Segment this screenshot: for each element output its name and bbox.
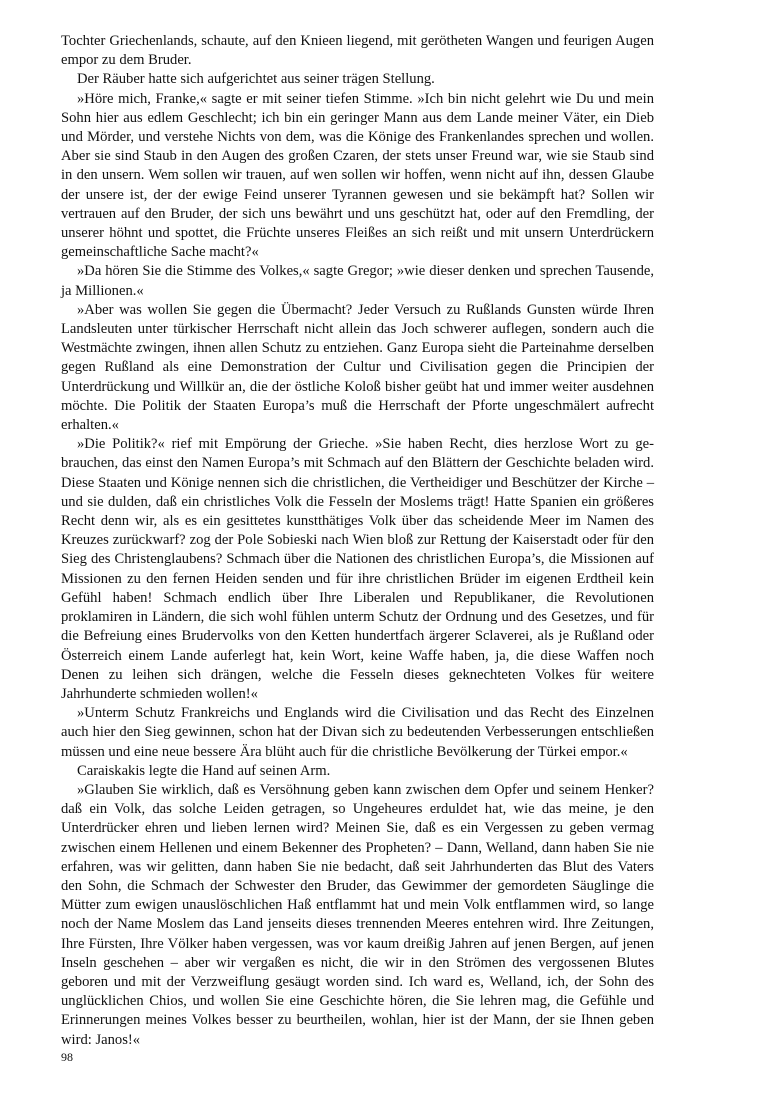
paragraph: »Höre mich, Franke,« sagte er mit seiner tiefen Stimme. »Ich bin nicht gelehrt wie Du und mein Sohn hier aus edlem Geschlecht; ich bin ein geringer Mann aus dem Lande meiner Väter, ein Dieb und Mörder, und verstehe Nichts von dem, was die Könige des Frankenlandes sprechen und wollen. Aber sie sind Staub in den Augen des großen Czaren, der stets unser Freund war, wie sie Staub sind in den unsern. Wem sollen wir trauen, auf wen sollen wir hoffen, wenn nicht auf ihn, dessen Glaube der unsere ist, der der ewige Feind unserer Tyrannen gewesen und sie bekämpft hat? Sollen wir vertrauen auf den Bruder, der sich uns bewährt und uns geschützt hat, oder auf den Fremdling, der unserer höhnt und spottet, die Früchte unseres Fleißes an sich reißt und mit unsern Unterdrückern gemeinschaftliche Sache macht?«	[61, 90, 654, 261]
paragraph: »Unterm Schutz Frankreichs und Englands wird die Civilisation und das Recht des Einzelnen auch hier den Sieg gewinnen, schon hat der Divan sich zu bedeutenden Verbesserungen entschließen müssen und eine neue bessere Ära blüht auch für die christliche Bevölkerung der Türkei empor.«	[61, 705, 654, 760]
paragraph: Tochter Griechenlands, schaute, auf den Knieen liegend, mit gerötheten Wangen und feurigen Augen empor zu dem Bruder.	[61, 33, 654, 69]
page-body	[61, 32, 654, 1050]
paragraph: »Glauben Sie wirklich, daß es Versöhnung geben kann zwischen dem Opfer und seinem Henker? daß ein Volk, das solche Leiden getragen, so Ungeheures erduldet hat, wie das meine, je den Unterdrücker ehren und lieben lernen wird? Meinen Sie, daß es ein Vergessen zu geben vermag zwischen einem Hellenen und einem Bekenner des Propheten? – Dann, Welland, dann haben Sie nie erfahren, was wir gelitten, dann haben Sie nie bedacht, daß seit Jahrhunderten das Blut des Vaters den Sohn, die Schmach der Schwester den Bruder, das Gewimmer der gemordeten Säuglinge die Mütter zum ewigen unauslöschlichen Haß entflammt hat und mein Volk entflammen wird, so lange noch der Name Moslem das Land jenseits dieses trennenden Meeres entehren wird. Ihre Zeitungen, Ihre Fürsten, Ihre Völker haben vergessen, was vor kaum dreißig Jahren auf jenen Bergen, auf jenen Inseln geschehen – aber wir vergaßen es nicht, die wir in den Strömen des vergossenen Blutes geboren und mit der Verzweiflung gesäugt worden sind. Ich ward es, Welland, ich, der Sohn des unglücklichen Chios, und wollen Sie eine Geschichte hören, die Sie lehren mag, die Gefühle und Erinnerungen meines Volkes besser zu beurtheilen, wohlan, hier ist der Mann, der sie Ihnen geben wird: Janos!«	[61, 781, 654, 1048]
paragraph: »Da hören Sie die Stimme des Volkes,« sagte Gregor; »wie dieser denken und sprechen Tausende, ja Millionen.«	[61, 263, 654, 299]
paragraph: Caraiskakis legte die Hand auf seinen Arm.	[77, 762, 331, 779]
paragraph: »Aber was wollen Sie gegen die Übermacht? Jeder Versuch zu Rußlands Gunsten würde Ihren Landsleuten unter türkischer Herrschaft nicht allein das Joch schwerer auflegen, sondern auch die Westmächte zwingen, ihnen allen Schutz zu entziehen. Ganz Europa sieht die Parteinahme derselben gegen Rußland als eine Demonstration der Cultur und Civilisation gegen die Principien der Unterdrückung und Willkür an, die der östliche Koloß bisher geübt hat und immer weiter ausdehnen möchte. Die Politik der Staaten Europa’s muß die Herrschaft der Pforte ungeschmälert aufrecht erhalten.«	[61, 301, 654, 434]
paragraph: »Die Politik?« rief mit Empörung der Grieche. »Sie haben Recht, dies herzlose Wort zu gebrauchen, das einst den Namen Europa’s mit Schmach auf den Blättern der Geschichte beladen wird. Diese Staaten und Könige nennen sich die christlichen, die Vertheidiger und Beschützer der Kirche – und sie dulden, daß ein christliches Volk die Fesseln der Moslems trägt! Hatte Spanien ein größeres Recht denn wir, als es ein gesittetes kunstthätiges Volk über das scheidende Meer im Namen des Kreuzes zurückwarf? zog der Pole Sobieski nach Wien bloß zur Rettung der Kaiserstadt oder für den Sieg des Christenglaubens? Schmach über die Nationen des christlichen Europa’s, die Missionen auf Missionen zu den fernen Heiden senden und für ihre christlichen Brüder im eigenen Erdtheil kein Gefühl haben! Schmach endlich über Ihre Liberalen und Republikaner, die Revolutionen proklamiren in Ländern, die sich wohl fühlen unterm Schutz der Ordnung und des Gesetzes, und für die Befreiung eines Brudervolks von den Ketten hundertfach ärgerer Sclaverei, als je Rußland oder Österreich einem Lande auferlegt hat, kein Wort, keine Waffe haben, ja, die diese Waffen noch Denen zu leihen sich drängen, welche die Fesseln dieses geknechteten Volkes für weitere Jahrhunderte schmieden wollen!«	[61, 436, 654, 702]
page-number: 98	[61, 1050, 73, 1064]
paragraph: Der Räuber hatte sich aufgerichtet aus seiner trägen Stellung.	[77, 71, 435, 88]
